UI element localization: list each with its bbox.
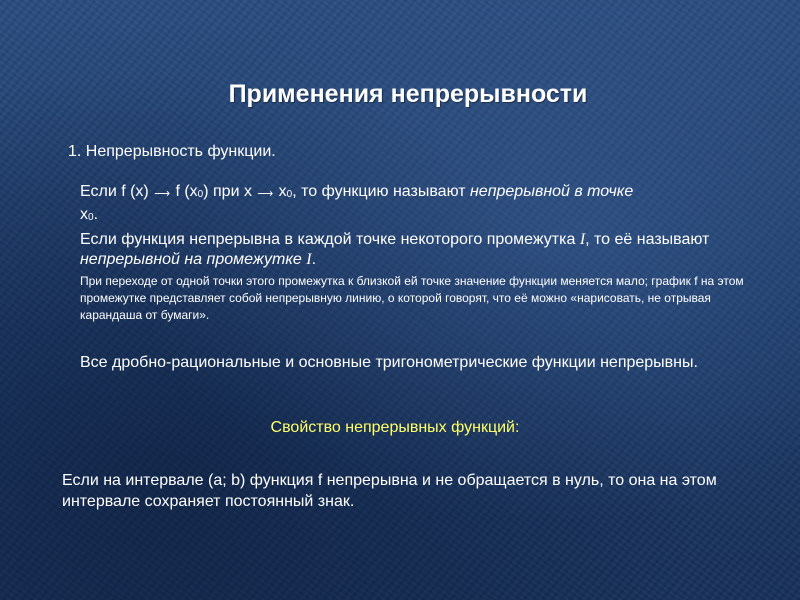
def1-italic-term: непрерывной в точке	[469, 183, 634, 200]
def1-text-c: ) при x	[203, 183, 252, 200]
def1-text-a: Если f (x)	[80, 183, 149, 200]
def1-text-b: f (x	[175, 183, 198, 200]
interval-symbol: I	[306, 251, 312, 268]
property-heading: Свойство непрерывных функций:	[270, 419, 520, 436]
def1-text-e: , то функцию называют	[292, 183, 470, 200]
explanatory-note: При переходе от одной точки этого промежутка к близкой ей точке значение функции меняется мало; график f на этом промежутке представляет собой непрерывную линию, о которой говорят, что её можно «нарисовать, не отрывая карандаша от бумаги».	[80, 274, 744, 322]
def2-end: .	[311, 251, 317, 268]
def1-text-d: x	[278, 183, 287, 200]
arrow-icon: ⟶	[154, 188, 170, 200]
all-functions-statement: Все дробно-рациональные и основные тригонометрические функции непрерывны.	[80, 354, 698, 371]
definition-interval-continuity	[80, 230, 790, 270]
def2-text-a: Если функция непрерывна в каждой точке некоторого промежутка	[80, 231, 580, 248]
property-statement: Если на интервале (a; b) функция f непрерывна и не обращается в нуль, то она на этом интервале сохраняет постоянный знак.	[62, 472, 717, 510]
subscript-zero: 0	[88, 212, 94, 223]
def1-point-x: x	[80, 206, 88, 223]
definition-point-continuity	[80, 182, 790, 228]
interval-symbol: I	[579, 231, 586, 248]
slide-title: Применения непрерывности	[228, 80, 588, 108]
def2-italic-term: непрерывной на промежутке	[80, 251, 307, 268]
subscript-zero: 0	[286, 189, 293, 200]
subscript-zero: 0	[197, 189, 204, 200]
section-heading: 1. Непрерывность функции.	[68, 143, 276, 160]
def1-dot: .	[93, 206, 99, 223]
definition-block	[80, 182, 790, 324]
arrow-icon: ⟶	[257, 188, 274, 200]
def2-text-b: , то её называют	[585, 231, 710, 248]
